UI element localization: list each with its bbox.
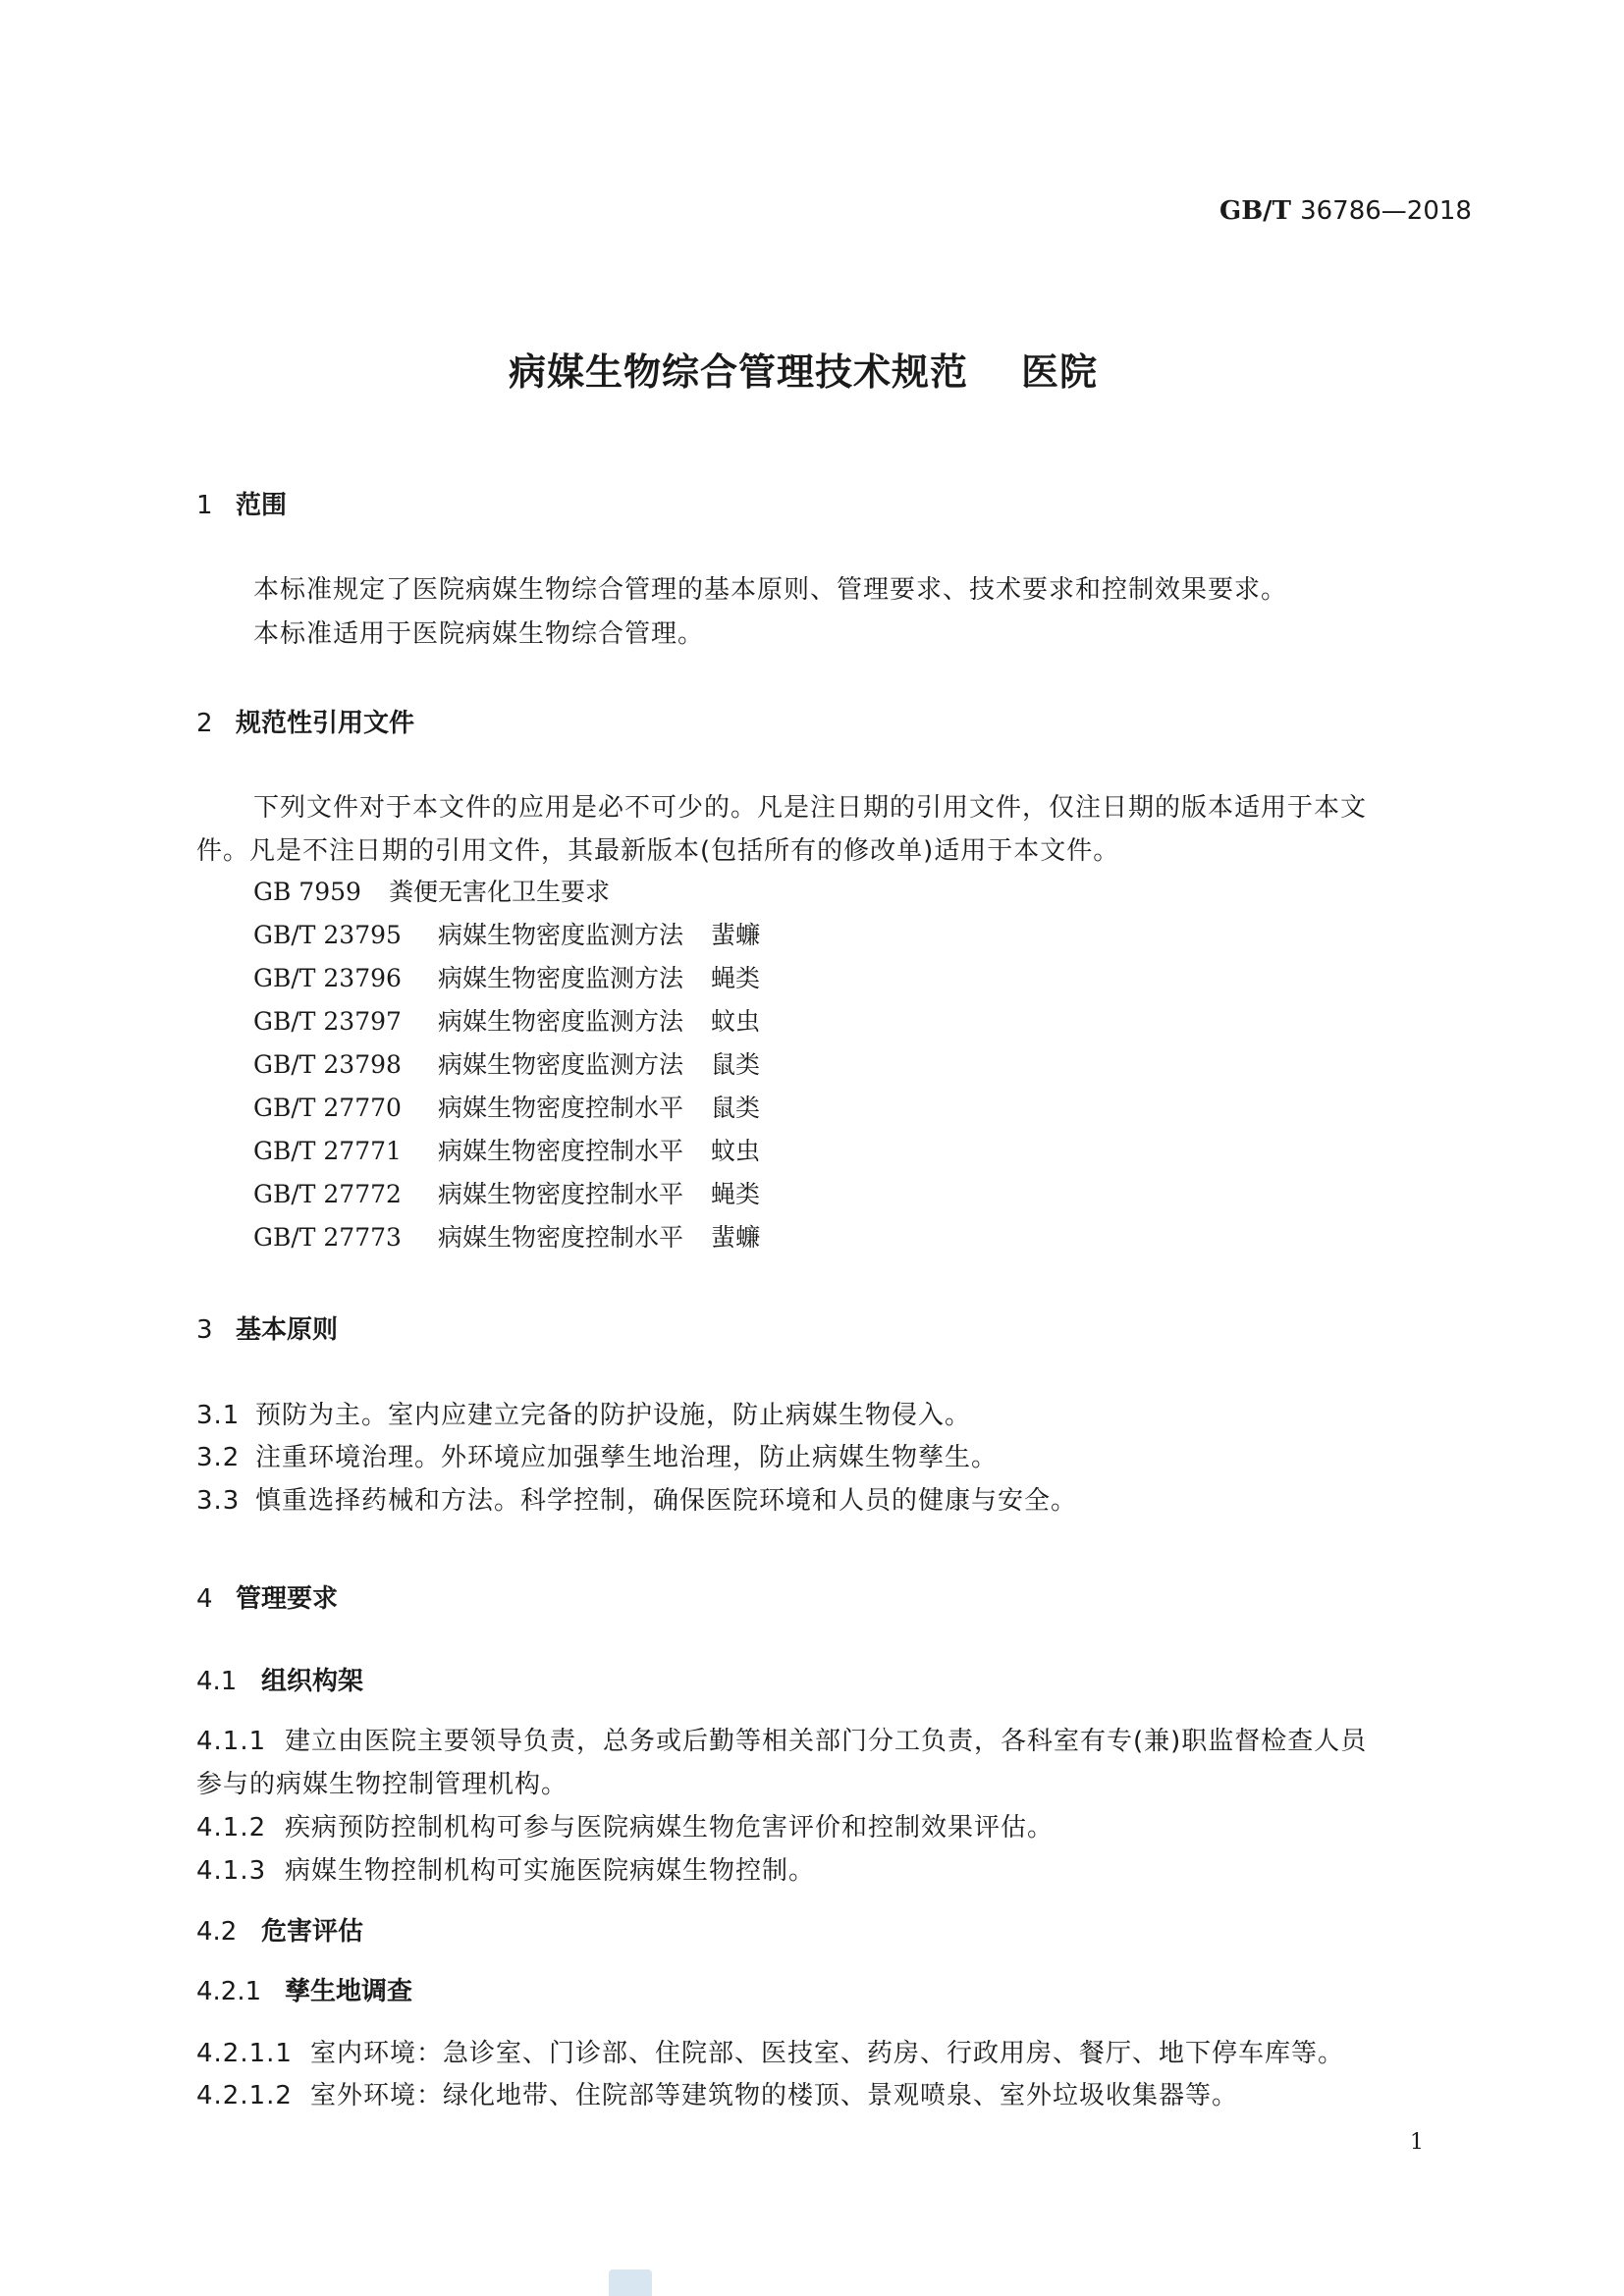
subsection-number: 4.1	[196, 1667, 238, 1696]
item-number: 4.2.1.2	[196, 2081, 293, 2110]
reference-item	[253, 916, 760, 951]
reference-item	[253, 1175, 760, 1210]
subsection-number: 4.2.1	[196, 1977, 262, 2006]
reference-name: 病媒生物密度监测方法	[438, 1007, 684, 1036]
clause-4-2-1-1	[196, 2033, 1344, 2069]
section-1-heading	[196, 485, 287, 521]
title-sub: 医院	[1021, 350, 1099, 394]
section-1-paragraph-2: 本标准适用于医院病媒生物综合管理。	[253, 619, 705, 649]
clause-4-1-3	[196, 1850, 815, 1887]
principle-item	[196, 1480, 1077, 1517]
section-title: 管理要求	[236, 1584, 339, 1614]
reference-item	[253, 1132, 760, 1167]
reference-name: 病媒生物密度监测方法	[438, 921, 684, 949]
item-number: 3.3	[196, 1486, 241, 1516]
reference-kind: 蚊虫	[711, 1137, 761, 1165]
principle-item	[196, 1437, 998, 1473]
reference-item	[253, 959, 760, 994]
title-main: 病媒生物综合管理技术规范	[509, 350, 969, 394]
reference-name: 粪便无害化卫生要求	[389, 878, 611, 906]
reference-item	[253, 1218, 760, 1254]
clause-4-1-1-continuation: 参与的病媒生物控制管理机构。	[196, 1770, 568, 1799]
reference-kind: 蝇类	[711, 964, 761, 992]
subsection-4-2-heading	[196, 1911, 363, 1948]
item-number: 3.2	[196, 1443, 241, 1472]
reference-name: 病媒生物密度控制水平	[438, 1223, 684, 1252]
reference-item	[253, 1045, 760, 1081]
reference-kind: 蜚蠊	[711, 1223, 761, 1252]
section-title: 规范性引用文件	[236, 709, 415, 738]
standard-code	[1219, 196, 1472, 226]
item-text: 室外环境：绿化地带、住院部等建筑物的楼顶、景观喷泉、室外垃圾收集器等。	[310, 2081, 1239, 2110]
section-3-heading	[196, 1309, 338, 1346]
section-number: 3	[196, 1315, 213, 1345]
document-title	[509, 342, 1098, 396]
reference-item	[253, 873, 610, 908]
page-number: 1	[1410, 2130, 1424, 2155]
reference-kind: 蜚蠊	[711, 921, 761, 949]
section-1-paragraph-1: 本标准规定了医院病媒生物综合管理的基本原则、管理要求、技术要求和控制效果要求。	[253, 575, 1288, 605]
item-text: 疾病预防控制机构可参与医院病媒生物危害评价和控制效果评估。	[285, 1813, 1055, 1842]
subsection-title: 危害评估	[261, 1917, 364, 1947]
reference-code: GB/T 23796	[253, 964, 402, 992]
reference-kind: 蚊虫	[711, 1007, 761, 1036]
item-number: 3.1	[196, 1401, 241, 1430]
reference-name: 病媒生物密度控制水平	[438, 1137, 684, 1165]
standard-code-prefix: GB/T	[1219, 196, 1292, 226]
item-text: 病媒生物控制机构可实施医院病媒生物控制。	[285, 1856, 816, 1886]
section-number: 2	[196, 709, 213, 738]
section-4-heading	[196, 1578, 338, 1615]
item-number: 4.1.1	[196, 1727, 267, 1756]
reference-name: 病媒生物密度控制水平	[438, 1180, 684, 1208]
reference-item	[253, 1002, 760, 1038]
subsection-4-1-heading	[196, 1661, 363, 1697]
reference-name: 病媒生物密度监测方法	[438, 964, 684, 992]
subsection-title: 孳生地调查	[285, 1977, 413, 2006]
item-text: 注重环境治理。外环境应加强孳生地治理，防止病媒生物孳生。	[255, 1443, 999, 1472]
principle-item	[196, 1395, 971, 1431]
item-text: 室内环境：急诊室、门诊部、住院部、医技室、药房、行政用房、餐厅、地下停车库等。	[310, 2039, 1345, 2068]
section-number: 1	[196, 491, 213, 520]
reference-kind: 鼠类	[711, 1094, 761, 1122]
section-2-heading	[196, 703, 414, 739]
item-number: 4.1.3	[196, 1856, 267, 1886]
item-number: 4.1.2	[196, 1813, 267, 1842]
subsection-number: 4.2	[196, 1917, 238, 1947]
reference-code: GB/T 27771	[253, 1137, 402, 1165]
item-number: 4.2.1.1	[196, 2039, 293, 2068]
item-text: 慎重选择药械和方法。科学控制，确保医院环境和人员的健康与安全。	[255, 1486, 1078, 1516]
watermark-logo	[609, 2269, 652, 2296]
clause-4-1-2	[196, 1807, 1054, 1843]
section-2-paragraph-line-2: 件。凡是不注日期的引用文件，其最新版本(包括所有的修改单)适用于本文件。	[196, 836, 1120, 866]
item-text: 预防为主。室内应建立完备的防护设施，防止病媒生物侵入。	[255, 1401, 972, 1430]
reference-kind: 鼠类	[711, 1050, 761, 1079]
standard-code-number: 36786—2018	[1300, 196, 1472, 226]
item-text: 建立由医院主要领导负责，总务或后勤等相关部门分工负责，各科室有专(兼)职监督检查人员	[285, 1727, 1368, 1756]
reference-code: GB/T 27770	[253, 1094, 402, 1122]
reference-code: GB/T 23795	[253, 921, 402, 949]
reference-code: GB/T 27773	[253, 1223, 402, 1252]
section-2-paragraph-line-1: 下列文件对于本文件的应用是必不可少的。凡是注日期的引用文件，仅注日期的版本适用于本文	[253, 793, 1368, 823]
reference-item	[253, 1089, 760, 1124]
subsection-4-2-1-heading	[196, 1971, 412, 2007]
subsection-title: 组织构架	[261, 1667, 364, 1696]
section-title: 范围	[236, 491, 288, 520]
reference-code: GB 7959	[253, 878, 361, 906]
section-number: 4	[196, 1584, 213, 1614]
reference-code: GB/T 23797	[253, 1007, 402, 1036]
section-title: 基本原则	[236, 1315, 339, 1345]
reference-code: GB/T 23798	[253, 1050, 402, 1079]
clause-4-1-1	[196, 1721, 1367, 1757]
reference-name: 病媒生物密度控制水平	[438, 1094, 684, 1122]
reference-kind: 蝇类	[711, 1180, 761, 1208]
reference-code: GB/T 27772	[253, 1180, 402, 1208]
clause-4-2-1-2	[196, 2075, 1238, 2111]
reference-name: 病媒生物密度监测方法	[438, 1050, 684, 1079]
